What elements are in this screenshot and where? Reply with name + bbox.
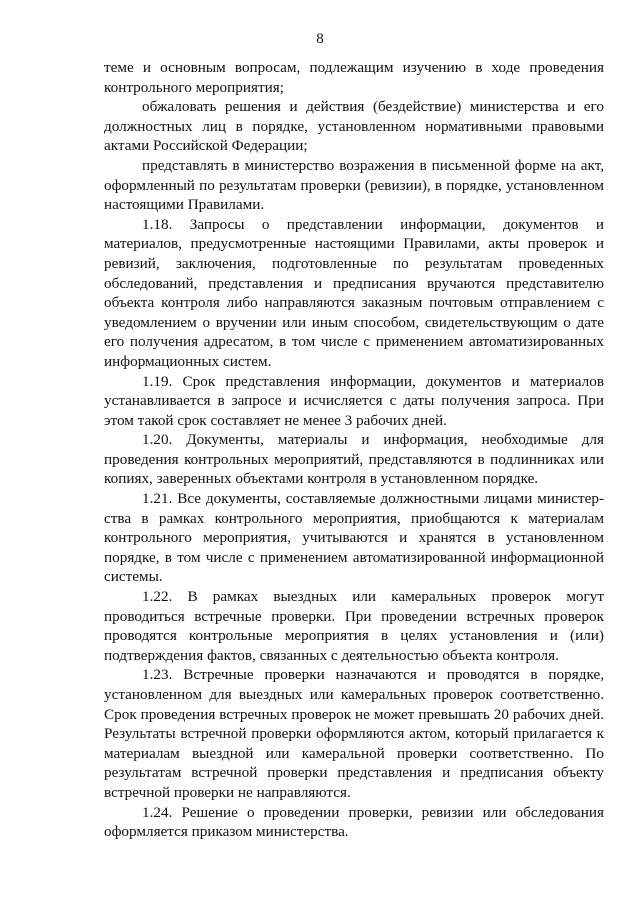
paragraph-1-24: 1.24. Решение о проведении проверки, ревизии или обследования оформляется приказом министерства. [104,803,604,841]
paragraph-objections-right: представлять в министерство возражения в письменной форме на акт, оформленный по результатам проверки (ревизии), в порядке, установленном настоящими Правилами. [104,156,604,214]
paragraph-continuation: теме и основным вопросам, подлежащим изучению в ходе проведения контрольного мероприятия; [104,59,604,96]
paragraph-1-23: 1.23. Встречные проверки назначаются и проводятся в порядке, установленном для выездных или камеральных проверок соответственно. Срок проведения встречных проверок не может превышать 20 рабочих дней. Результаты встречной проверки оформляются актом, который прилагается к материалам выездной или камеральной проверки соответственно. По результатам встречной проверки представления и предписания объекту встречной проверки не направляются. [104,666,604,801]
paragraph-1-22: 1.22. В рамках выездных или камеральных проверок могут проводиться встречные проверки. При проведении встречных проверок проводятся контрольные мероприятия в целях установления и (или) подтверждения фактов, связанных с деятельностью объекта контроля. [104,588,604,664]
paragraph-1-18: 1.18. Запросы о представлении информации, документов и материалов, предусмотренные настоящими Правилами, акты проверок и ревизий, заключения, подготовленные по результатам проведенных обследований, представления и предписания вручаются представителю объекта контроля либо направляются заказным почтовым отправлением с уведомлением о вручении или иным способом, свидетельствующим о дате его получения адресатом, в том числе с применением автоматизированных информационных систем. [104,215,604,370]
paragraph-1-20: 1.20. Документы, материалы и информация, необходимые для проведения контрольных мероприятий, представляются в подлинниках или копиях, заверенных объектами контроля в установленном порядке. [104,431,604,488]
paragraph-appeal-right: обжаловать решения и действия (бездействие) министерства и его должностных лиц в порядке, установленном нормативными правовыми актами Российской Федерации; [104,98,604,155]
paragraph-1-21: 1.21. Все документы, составляемые должностными лицами министерства в рамках контрольного мероприятия, приобщаются к материалам контрольного мероприятия, учитываются и хранятся в установленном порядке, в том числе с применением автоматизированной информационной системы. [104,490,604,586]
paragraph-1-19: 1.19. Срок представления информации, документов и материалов устанавливается в запросе и исчисляется с даты получения запроса. При этом такой срок составляет не менее 3 рабочих дней. [104,372,604,429]
page-number: 8 [316,31,324,47]
document-body [104,58,604,842]
